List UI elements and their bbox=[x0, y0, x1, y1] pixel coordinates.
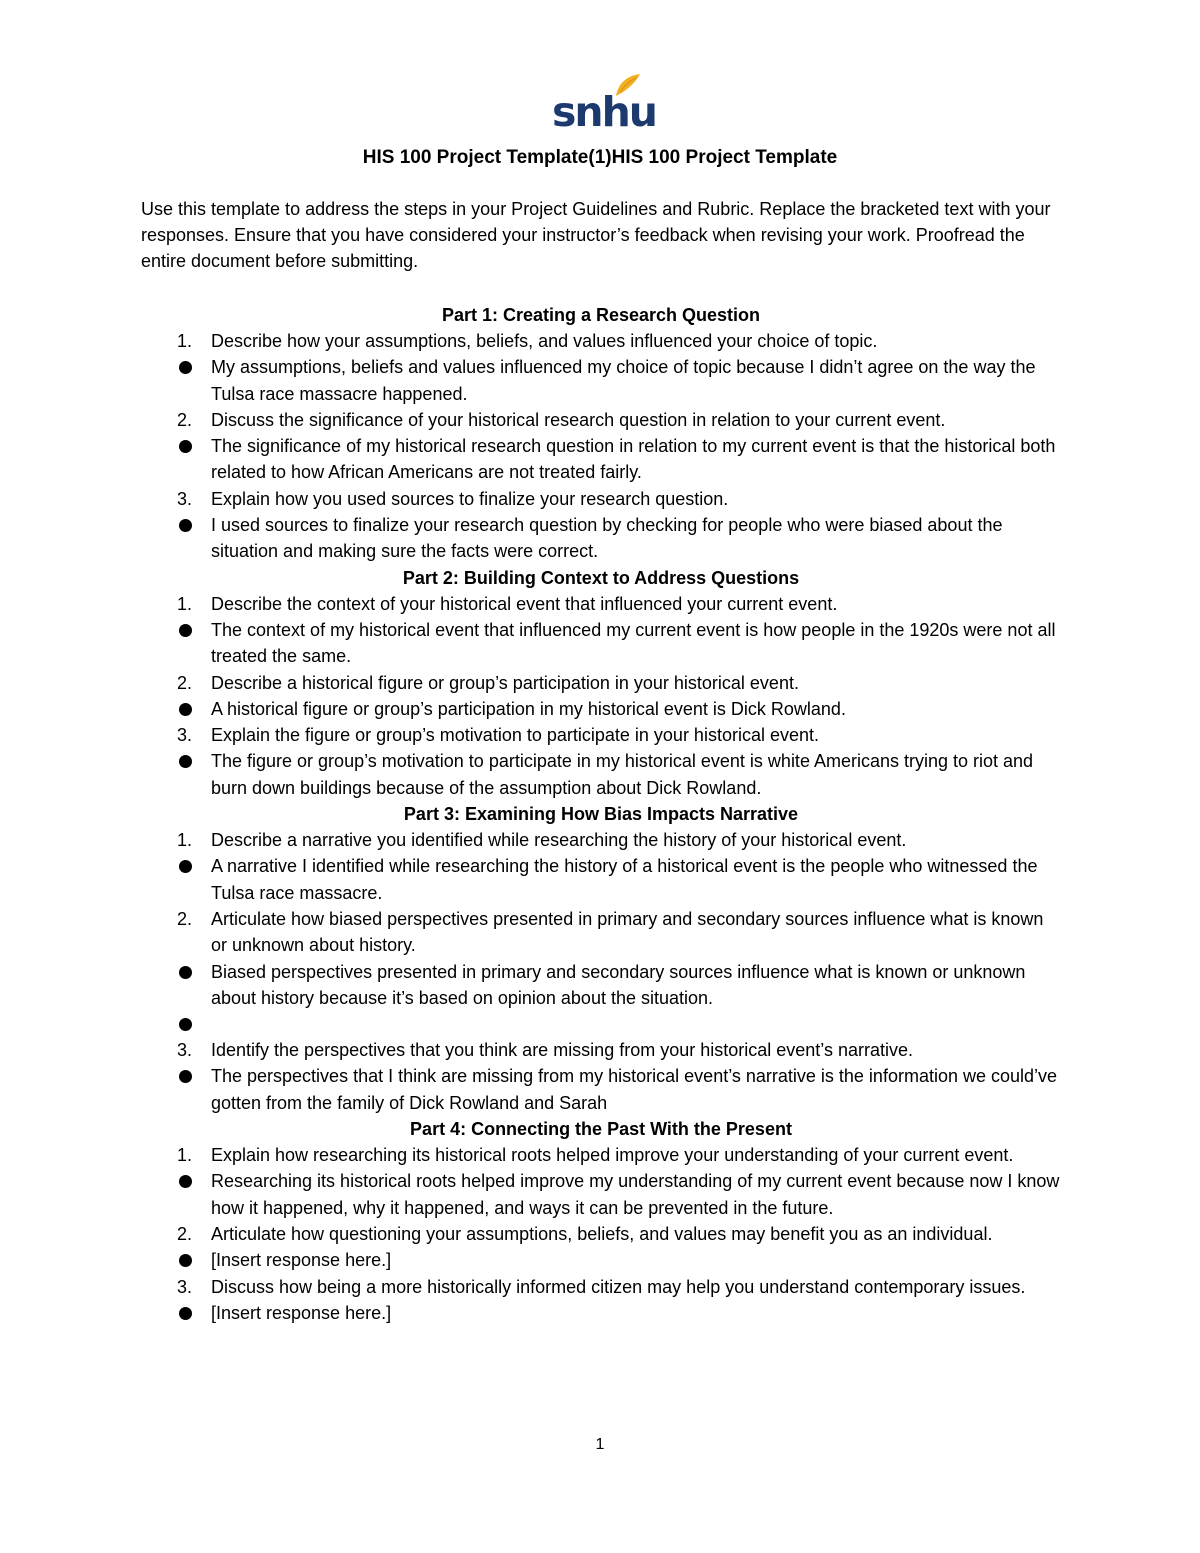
bullet-dot-icon bbox=[179, 519, 192, 532]
bullet-marker bbox=[141, 1300, 211, 1326]
item-number: 1. bbox=[177, 331, 193, 351]
item-number: 1. bbox=[177, 830, 193, 851]
bullet-dot-icon bbox=[179, 361, 192, 374]
bullet-item bbox=[141, 696, 1061, 722]
item-number: 2. bbox=[177, 672, 193, 693]
bullet-item bbox=[141, 433, 1061, 486]
numbered-item bbox=[141, 670, 1061, 696]
bullet-marker bbox=[141, 853, 211, 906]
bullet-item bbox=[141, 1011, 1061, 1037]
section-heading: Part 1: Creating a Research Question bbox=[441, 305, 761, 325]
item-number: 2. bbox=[177, 908, 193, 929]
item-text: A narrative I identified while researching the history of a historical event is the people who witnessed the Tulsa race massacre. bbox=[211, 856, 1038, 903]
item-text: Discuss how being a more historically informed citizen may help you understand contemporary issues. bbox=[211, 1276, 1026, 1297]
bullet-item bbox=[141, 1063, 1061, 1116]
item-number: 3. bbox=[177, 1276, 193, 1297]
bullet-item bbox=[141, 354, 1061, 407]
item-number: 2. bbox=[177, 1223, 193, 1244]
numbered-item bbox=[141, 486, 1061, 512]
bullet-item bbox=[141, 1168, 1061, 1221]
numbered-item bbox=[141, 1274, 1061, 1300]
item-text: Biased perspectives presented in primary and secondary sources influence what is known or unknown about history because it’s based on opinion about the situation. bbox=[211, 961, 1026, 1008]
item-text: Discuss the significance of your historical research question in relation to your current event. bbox=[211, 409, 946, 430]
item-text bbox=[211, 1011, 1061, 1037]
bullet-item bbox=[141, 853, 1061, 906]
bullet-dot-icon bbox=[179, 1307, 192, 1320]
numbered-item bbox=[141, 722, 1061, 748]
bullet-dot-icon bbox=[179, 624, 192, 637]
bullet-marker bbox=[141, 748, 211, 801]
bullet-dot-icon bbox=[179, 755, 192, 768]
item-text: Describe how your assumptions, beliefs, and values influenced your choice of topic. bbox=[211, 331, 878, 351]
logo-wordmark: snhu bbox=[552, 88, 656, 136]
bullet-dot-icon bbox=[179, 440, 192, 453]
bullet-item bbox=[141, 748, 1061, 801]
item-text: The context of my historical event that influenced my current event is how people in the 1920s were not all treated the same. bbox=[211, 619, 1056, 667]
numbered-item bbox=[141, 407, 1061, 433]
bullet-marker bbox=[141, 433, 211, 486]
item-text: Describe the context of your historical event that influenced your current event. bbox=[211, 593, 838, 614]
item-text: Explain how you used sources to finalize your research question. bbox=[211, 488, 729, 509]
bullet-item bbox=[141, 959, 1061, 1012]
item-text: Articulate how questioning your assumptions, beliefs, and values may benefit you as an individual. bbox=[211, 1223, 993, 1244]
bullet-item bbox=[141, 512, 1061, 565]
item-number: 3. bbox=[177, 725, 193, 746]
item-number: 1. bbox=[177, 1145, 193, 1166]
bullet-dot-icon bbox=[179, 1254, 192, 1267]
item-text: Articulate how biased perspectives presented in primary and secondary sources influence what is known or unknown about history. bbox=[211, 908, 1044, 956]
bullet-marker bbox=[141, 617, 211, 670]
bullet-marker bbox=[141, 1168, 211, 1221]
document-title: HIS 100 Project Template(1)HIS 100 Project Template bbox=[362, 147, 838, 168]
item-text: The perspectives that I think are missing from my historical event’s narrative is the information we could’ve gotten from the family of Dick Rowland and Sarah bbox=[211, 1066, 1058, 1113]
numbered-item bbox=[141, 328, 1061, 354]
item-text: A historical figure or group’s participation in my historical event is Dick Rowland. bbox=[211, 698, 846, 719]
numbered-item bbox=[141, 1142, 1061, 1168]
bullet-marker bbox=[141, 1247, 211, 1273]
item-number: 2. bbox=[177, 409, 193, 430]
bullet-marker bbox=[141, 696, 211, 722]
page-number: 1 bbox=[595, 1436, 605, 1453]
item-text: [Insert response here.] bbox=[211, 1250, 392, 1271]
bullet-dot-icon bbox=[179, 1018, 192, 1031]
bullet-marker bbox=[141, 354, 211, 407]
item-number: 3. bbox=[177, 488, 193, 509]
item-text: Explain how researching its historical roots helped improve your understanding of your current event. bbox=[211, 1145, 1014, 1166]
bullet-marker bbox=[141, 1011, 211, 1037]
numbered-item bbox=[141, 591, 1061, 617]
item-text: Describe a narrative you identified while researching the history of your historical event. bbox=[211, 830, 907, 851]
snhu-logo bbox=[552, 72, 656, 136]
numbered-item bbox=[141, 906, 1061, 959]
sections-container bbox=[141, 302, 1061, 1326]
bullet-dot-icon bbox=[179, 1175, 192, 1188]
leaf-icon bbox=[612, 72, 642, 98]
bullet-marker bbox=[141, 1063, 211, 1116]
bullet-dot-icon bbox=[179, 1070, 192, 1083]
item-text: Describe a historical figure or group’s participation in your historical event. bbox=[211, 672, 799, 693]
item-text: Researching its historical roots helped improve my understanding of my current event because now I know how it happened, why it happened, and ways it can be prevented in the future. bbox=[211, 1171, 1060, 1218]
section-heading: Part 2: Building Context to Address Questions bbox=[402, 567, 800, 588]
item-text: Identify the perspectives that you think are missing from your historical event’s narrative. bbox=[211, 1040, 913, 1061]
section-heading: Part 4: Connecting the Past With the Present bbox=[410, 1119, 792, 1140]
bullet-marker bbox=[141, 959, 211, 1012]
bullet-item bbox=[141, 617, 1061, 670]
bullet-dot-icon bbox=[179, 703, 192, 716]
numbered-item bbox=[141, 827, 1061, 853]
numbered-item bbox=[141, 1037, 1061, 1063]
bullet-marker bbox=[141, 512, 211, 565]
section-heading: Part 3: Examining How Bias Impacts Narrative bbox=[403, 804, 799, 825]
intro-paragraph: Use this template to address the steps in your Project Guidelines and Rubric. Replace the bracketed text with your responses. Ensure that you have considered your instructor’s feedback when revising your work. Proofread the entire document before submitting. bbox=[141, 199, 1051, 271]
bullet-dot-icon bbox=[179, 860, 192, 873]
item-text: My assumptions, beliefs and values influenced my choice of topic because I didn’t agree on the way the Tulsa race massacre happened. bbox=[211, 357, 1036, 404]
bullet-dot-icon bbox=[179, 966, 192, 979]
item-text: I used sources to finalize your research question by checking for people who were biased about the situation and making sure the facts were correct. bbox=[211, 515, 1003, 562]
item-text: Explain the figure or group’s motivation to participate in your historical event. bbox=[211, 725, 819, 746]
item-text: The figure or group’s motivation to participate in my historical event is white Americans trying to riot and burn down buildings because of the assumption about Dick Rowland. bbox=[211, 751, 1034, 798]
numbered-item bbox=[141, 1221, 1061, 1247]
bullet-item bbox=[141, 1247, 1061, 1273]
item-text: [Insert response here.] bbox=[211, 1302, 392, 1323]
item-text: The significance of my historical research question in relation to my current event is that the historical both related to how African Americans are not treated fairly. bbox=[211, 436, 1056, 483]
item-number: 1. bbox=[177, 593, 193, 614]
bullet-item bbox=[141, 1300, 1061, 1326]
item-number: 3. bbox=[177, 1040, 193, 1061]
